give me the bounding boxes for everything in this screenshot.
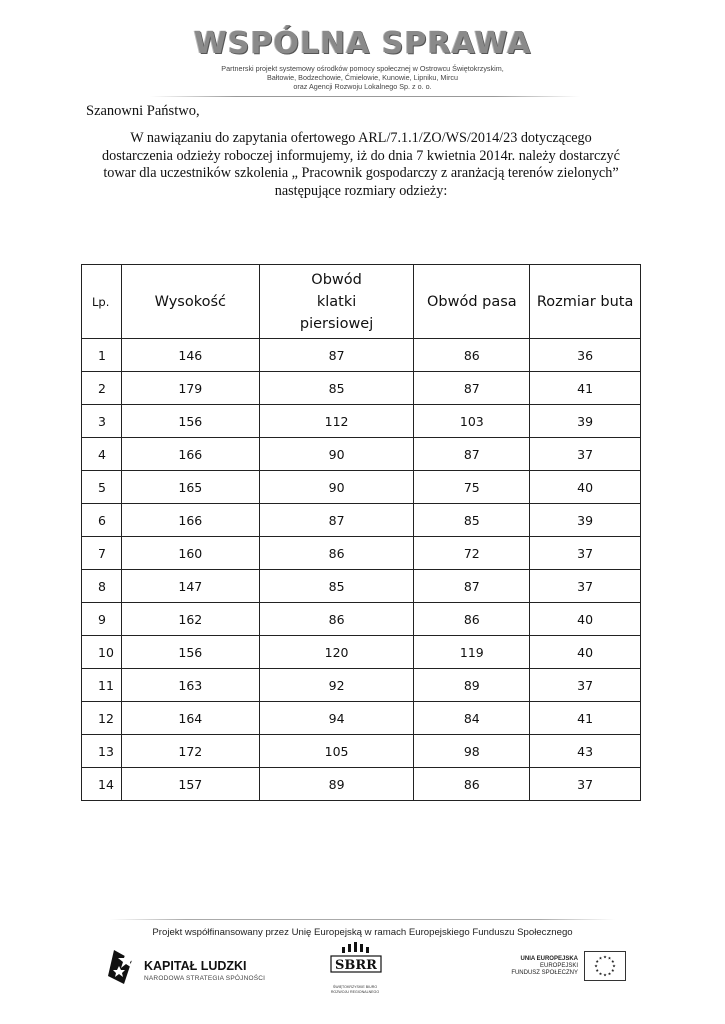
table-row (82, 471, 641, 504)
cell-lp: 11 (82, 669, 122, 702)
ue-title: UNIA EUROPEJSKA (520, 956, 578, 962)
project-subtitle (0, 64, 725, 91)
cell-chest: 87 (259, 339, 414, 372)
cell-height: 163 (121, 669, 259, 702)
cell-shoe: 43 (530, 735, 641, 768)
cell-lp: 1 (82, 339, 122, 372)
cell-height: 147 (121, 570, 259, 603)
table-body (82, 339, 641, 801)
project-subtitle-line: Bałtowie, Bodzechowie, Ćmielowie, Kunowie, Lipniku, Mircu (267, 73, 458, 82)
cell-chest: 86 (259, 603, 414, 636)
cell-shoe: 40 (530, 603, 641, 636)
cell-lp: 10 (82, 636, 122, 669)
cell-height: 166 (121, 438, 259, 471)
cell-chest: 86 (259, 537, 414, 570)
table-row (82, 438, 641, 471)
kapital-ludzki-subtitle: NARODOWA STRATEGIA SPÓJNOŚCI (144, 975, 266, 982)
cell-lp: 14 (82, 768, 122, 801)
clothing-sizes-table (81, 264, 641, 801)
letter-intro (86, 130, 636, 200)
eu-flag-icon (584, 951, 626, 981)
header-height: Wysokość (121, 265, 259, 339)
cell-shoe: 41 (530, 372, 641, 405)
cell-height: 179 (121, 372, 259, 405)
cell-shoe: 39 (530, 504, 641, 537)
header-shoe: Rozmiar buta (530, 265, 641, 339)
cell-height: 157 (121, 768, 259, 801)
cell-shoe: 37 (530, 570, 641, 603)
cell-lp: 3 (82, 405, 122, 438)
cell-chest: 112 (259, 405, 414, 438)
cell-height: 162 (121, 603, 259, 636)
sbrr-subtitle-line: ŚWIĘTOKRZYSKIE BIURO (332, 985, 378, 989)
cell-height: 156 (121, 405, 259, 438)
sbrr-subtitle-line: ROZWOJU REGIONALNEGO (330, 989, 380, 994)
table-row (82, 768, 641, 801)
kapital-ludzki-name: KAPITAŁ LUDZKI (144, 959, 247, 973)
cell-waist: 75 (414, 471, 530, 504)
cell-waist: 72 (414, 537, 530, 570)
cell-chest: 92 (259, 669, 414, 702)
cell-chest: 87 (259, 504, 414, 537)
cell-shoe: 40 (530, 636, 641, 669)
cell-waist: 86 (414, 768, 530, 801)
table-row (82, 636, 641, 669)
table-row (82, 339, 641, 372)
kapital-ludzki-icon (106, 946, 140, 988)
cell-lp: 9 (82, 603, 122, 636)
table-row (82, 669, 641, 702)
header-chest-label: Obwód klatki piersiowej (299, 271, 374, 332)
sbrr-subtitle (318, 985, 392, 994)
table-row (82, 603, 641, 636)
sbrr-logo (328, 942, 384, 984)
cell-height: 172 (121, 735, 259, 768)
cell-waist: 85 (414, 504, 530, 537)
cell-shoe: 40 (530, 471, 641, 504)
table-row (82, 702, 641, 735)
table-row (82, 537, 641, 570)
cell-waist: 103 (414, 405, 530, 438)
cell-lp: 12 (82, 702, 122, 735)
intro-line: dostarczenia odzieży roboczej informujemy, iż do dnia 7 kwietnia 2014r. należy dostarczyć (102, 147, 620, 164)
table-row (82, 405, 641, 438)
ue-line: EUROPEJSKI (539, 963, 578, 969)
table-row (82, 372, 641, 405)
cell-chest: 85 (259, 570, 414, 603)
table-row (82, 570, 641, 603)
cell-waist: 84 (414, 702, 530, 735)
cell-lp: 7 (82, 537, 122, 570)
cell-chest: 85 (259, 372, 414, 405)
cell-lp: 2 (82, 372, 122, 405)
ue-line: FUNDUSZ SPOŁECZNY (511, 970, 578, 976)
cell-lp: 6 (82, 504, 122, 537)
cell-lp: 4 (82, 438, 122, 471)
cell-lp: 5 (82, 471, 122, 504)
project-subtitle-line: Partnerski projekt systemowy ośrodków pomocy społecznej w Ostrowcu Świętokrzyskim, (221, 64, 504, 73)
cell-height: 160 (121, 537, 259, 570)
intro-line: następujące rozmiary odzieży: (274, 182, 448, 199)
cell-chest: 94 (259, 702, 414, 735)
cell-waist: 87 (414, 372, 530, 405)
project-subtitle-line: oraz Agencji Rozwoju Lokalnego Sp. z o. o. (293, 82, 432, 91)
header-chest (259, 265, 414, 339)
cell-shoe: 37 (530, 669, 641, 702)
cell-chest: 105 (259, 735, 414, 768)
ue-label (492, 956, 578, 977)
cell-height: 166 (121, 504, 259, 537)
header-lp: Lp. (82, 265, 122, 339)
header-divider (150, 96, 580, 97)
cell-waist: 98 (414, 735, 530, 768)
letter-greeting: Szanowni Państwo, (86, 103, 200, 119)
cell-shoe: 39 (530, 405, 641, 438)
sbrr-logo-text: SBRR (335, 958, 377, 973)
cell-shoe: 37 (530, 537, 641, 570)
cell-waist: 86 (414, 339, 530, 372)
cell-shoe: 41 (530, 702, 641, 735)
cell-chest: 90 (259, 471, 414, 504)
cell-waist: 89 (414, 669, 530, 702)
cell-lp: 13 (82, 735, 122, 768)
cell-shoe: 37 (530, 768, 641, 801)
table-row (82, 735, 641, 768)
cell-chest: 89 (259, 768, 414, 801)
project-logo: WSPÓLNA SPRAWA (193, 26, 532, 61)
intro-line: W nawiązaniu do zapytania ofertowego ARL/7.1.1/ZO/WS/2014/23 dotyczącego (130, 130, 592, 146)
cofinance-note: Projekt współfinansowany przez Unię Europejską w ramach Europejskiego Funduszu Społecznego (152, 927, 573, 938)
cell-height: 165 (121, 471, 259, 504)
cell-lp: 8 (82, 570, 122, 603)
table-header-row (82, 265, 641, 339)
cell-shoe: 36 (530, 339, 641, 372)
cell-height: 164 (121, 702, 259, 735)
cell-waist: 87 (414, 570, 530, 603)
table-row (82, 504, 641, 537)
header-waist: Obwód pasa (414, 265, 530, 339)
cell-waist: 87 (414, 438, 530, 471)
cell-waist: 86 (414, 603, 530, 636)
intro-line: towar dla uczestników szkolenia „ Pracownik gospodarczy z aranżacją terenów zielonych” (103, 165, 619, 181)
cell-waist: 119 (414, 636, 530, 669)
cell-shoe: 37 (530, 438, 641, 471)
cell-height: 156 (121, 636, 259, 669)
cell-height: 146 (121, 339, 259, 372)
cell-chest: 120 (259, 636, 414, 669)
footer-divider (110, 919, 615, 920)
cell-chest: 90 (259, 438, 414, 471)
